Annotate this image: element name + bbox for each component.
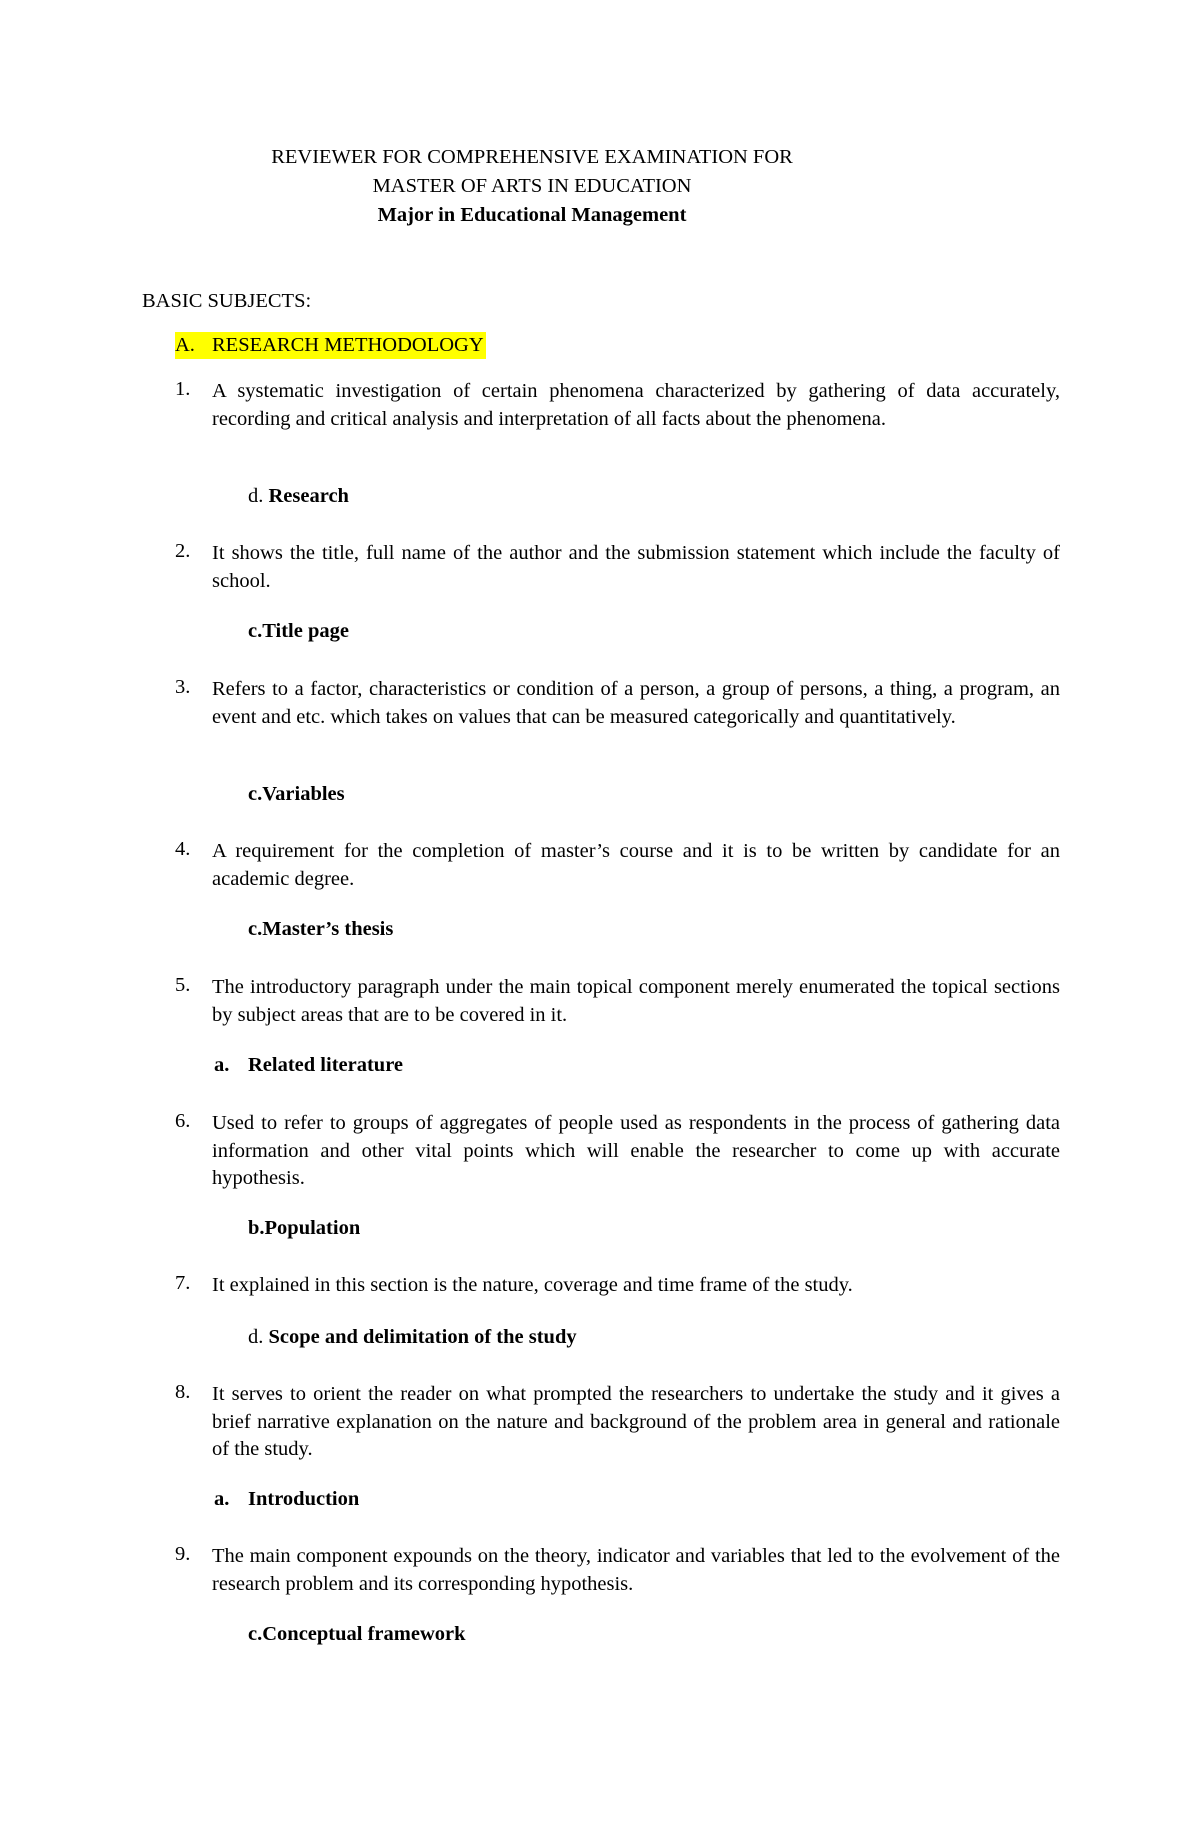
list-item [175, 540, 1060, 595]
item-question: Refers to a factor, characteristics or condition of a person, a group of persons, a thing, a program, an event and etc. which takes on values that can be measured categorically and quantitatively. [212, 678, 1060, 728]
item-answer [214, 1488, 359, 1511]
document-title [142, 143, 922, 230]
item-number: 3. [175, 676, 191, 698]
item-number: 8. [175, 1381, 191, 1403]
title-subtitle: Major in Educational Management [377, 204, 687, 226]
list-item [175, 1543, 1060, 1598]
item-number: 1. [175, 378, 191, 400]
item-answer [248, 918, 393, 941]
answer-text: Variables [262, 783, 345, 805]
answer-letter: a. [214, 1054, 230, 1076]
item-answer [248, 783, 345, 806]
list-item [175, 1381, 1060, 1464]
item-number: 5. [175, 974, 191, 996]
subheading-research-methodology [175, 334, 486, 357]
list-item [175, 974, 1060, 1029]
answer-text: Title page [262, 620, 349, 642]
list-item [175, 676, 1060, 731]
answer-text: Research [268, 485, 349, 507]
title-line-2: MASTER OF ARTS IN EDUCATION [372, 175, 692, 197]
item-question: It explained in this section is the nature, coverage and time frame of the study. [212, 1274, 853, 1296]
item-answer [248, 485, 349, 508]
answer-letter: c. [248, 918, 263, 940]
item-question: It shows the title, full name of the author and the submission statement which include the faculty of school. [212, 542, 1060, 592]
answer-letter: c. [248, 1623, 263, 1645]
item-answer [248, 1623, 466, 1646]
item-number: 4. [175, 838, 191, 860]
item-answer [248, 1326, 577, 1349]
list-item [175, 1272, 1060, 1300]
answer-text: Introduction [248, 1488, 360, 1510]
subheading-letter: A. [175, 334, 195, 356]
item-answer [214, 1054, 403, 1077]
answer-letter: c. [248, 620, 263, 642]
item-question: The main component expounds on the theory, indicator and variables that led to the evolvement of the research problem and its corresponding hypothesis. [212, 1545, 1060, 1595]
title-line-1: REVIEWER FOR COMPREHENSIVE EXAMINATION FOR [271, 146, 793, 168]
item-answer [248, 620, 349, 643]
answer-letter: c. [248, 783, 263, 805]
answer-letter: d. [248, 485, 264, 507]
answer-text: Conceptual framework [262, 1623, 466, 1645]
list-item [175, 1110, 1060, 1193]
answer-letter: b. [248, 1217, 265, 1239]
answer-letter: a. [214, 1488, 230, 1510]
item-answer [248, 1217, 360, 1240]
item-question: The introductory paragraph under the main topical component merely enumerated the topical sections by subject areas that are to be covered in it. [212, 976, 1060, 1026]
item-question: Used to refer to groups of aggregates of people used as respondents in the process of gathering data information and other vital points which will enable the researcher to come up with accurate hypothesis. [212, 1112, 1060, 1189]
item-question: It serves to orient the reader on what prompted the researchers to undertake the study and it gives a brief narrative explanation on the nature and background of the problem area in general and rationale of the study. [212, 1383, 1060, 1460]
section-heading: BASIC SUBJECTS: [142, 290, 312, 312]
answer-text: Master’s thesis [262, 918, 394, 940]
subheading-text: RESEARCH METHODOLOGY [212, 334, 484, 356]
item-number: 7. [175, 1272, 191, 1294]
item-number: 6. [175, 1110, 191, 1132]
subheading-highlight [175, 332, 486, 359]
item-number: 9. [175, 1543, 191, 1565]
item-question: A requirement for the completion of master’s course and it is to be written by candidate for an academic degree. [212, 840, 1060, 890]
item-number: 2. [175, 540, 191, 562]
answer-text: Population [264, 1217, 361, 1239]
answer-letter: d. [248, 1326, 264, 1348]
list-item [175, 378, 1060, 433]
item-question: A systematic investigation of certain phenomena characterized by gathering of data accurately, recording and critical analysis and interpretation of all facts about the phenomena. [212, 380, 1060, 430]
list-item [175, 838, 1060, 893]
answer-text: Scope and delimitation of the study [268, 1326, 577, 1348]
answer-text: Related literature [248, 1054, 404, 1076]
